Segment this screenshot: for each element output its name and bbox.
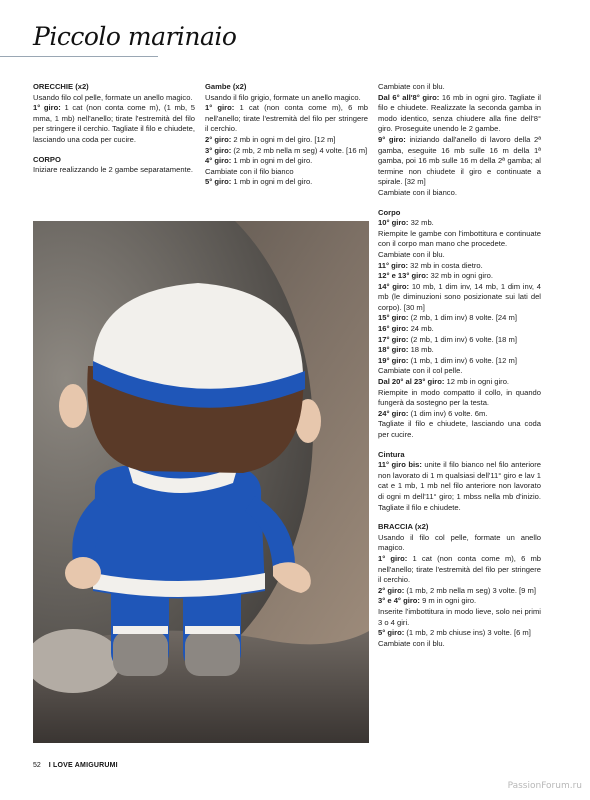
left-foot	[113, 631, 168, 676]
doll-illustration	[33, 221, 369, 743]
instruction-text: Riempite in modo compatto il collo, in quando fungerà da sostegno per la testa.	[378, 387, 541, 408]
section-heading-gambe: Gambe (x2)	[205, 82, 247, 91]
round-text: 32 mb in costa dietro.	[408, 260, 483, 270]
round-label: 14° giro:	[378, 281, 410, 291]
round-label: Dal 20° al 23° giro:	[378, 377, 445, 387]
round-text: 12 mb in ogni giro.	[444, 377, 510, 387]
round-label: 18° giro:	[378, 345, 409, 355]
instruction-text: Usando il filo col pelle, formate un anello magico.	[378, 532, 541, 553]
round-instruction	[378, 596, 541, 607]
round-label: 3° giro:	[205, 145, 232, 155]
round-instruction	[378, 261, 541, 272]
round-label: 16° giro:	[378, 324, 409, 334]
round-label: 3° e 4° giro:	[378, 596, 420, 606]
column-3	[378, 82, 541, 649]
right-leg-stripe	[185, 626, 240, 634]
round-text: 2 mb in ogni m del giro. [12 m]	[231, 134, 336, 144]
round-text: 16 mb in ogni giro. Tagliate il filo e chiudete. Realizzate la seconda gamba in modo identico, senza chiudere alla fine dell'8° giro. Proseguite unendo le 2 gambe.	[378, 92, 541, 134]
round-text: 32 mb in ogni giro.	[428, 271, 493, 281]
round-instruction	[378, 335, 541, 346]
instruction-text: Cambiate con il blu.	[378, 82, 445, 91]
round-label: 24° giro:	[378, 408, 409, 418]
round-label: 1° giro:	[378, 553, 408, 563]
magazine-name: I LOVE AMIGURUMI	[48, 762, 118, 769]
instruction-text: Cambiate con il col pelle.	[378, 366, 463, 376]
round-instruction	[378, 218, 541, 229]
title-underline	[0, 56, 158, 57]
round-text: 1 cat (non conta come m), (1 mb, 5 mma, 1 mb) nell'anello; tirate l'estremità del filo per stringere il cerchio. Tagliate il filo e chiudete, lasciando una coda per cucire.	[33, 103, 195, 144]
instruction-text: Cambiate con il bianco.	[378, 187, 457, 197]
round-text: 24 mb.	[408, 324, 434, 334]
round-label: 11° giro bis:	[378, 460, 422, 470]
round-instruction	[378, 313, 541, 324]
round-instruction	[205, 146, 368, 157]
round-instruction	[378, 409, 541, 420]
round-instruction	[378, 271, 541, 282]
round-instruction	[378, 135, 541, 188]
instruction-text: Cambiate con il blu.	[378, 638, 445, 648]
round-label: 1° giro:	[33, 103, 61, 113]
round-instruction	[205, 103, 368, 135]
round-text: 1 mb in ogni m del giro.	[231, 156, 313, 166]
watermark: PassionForum.ru	[507, 781, 582, 791]
round-text: 9 m in ogni giro.	[419, 596, 477, 606]
column-1	[33, 82, 195, 176]
round-instruction	[378, 324, 541, 335]
round-instruction	[378, 628, 541, 639]
round-text: 1 mb in ogni m del giro.	[231, 177, 313, 187]
round-label: 15° giro:	[378, 313, 409, 323]
round-instruction	[378, 356, 541, 367]
doll-photo	[33, 221, 369, 743]
instruction-text: Cambiate con il blu.	[378, 249, 445, 259]
left-hand	[65, 557, 101, 589]
round-instruction	[378, 93, 541, 135]
round-label: 10° giro:	[378, 218, 409, 228]
instruction-text: Inserite l'imbottitura in modo lieve, solo nei primi 3 o 4 giri.	[378, 606, 541, 627]
right-foot	[185, 631, 240, 676]
round-label: 5° giro:	[378, 628, 405, 638]
round-text: iniziando dall'anello di lavoro della 2ª gamba, eseguite 16 mb sulle 16 m della 1ª gamba, poi 16 mb sulle 16 m della 2ª gamba; al termine non chiudete il giro e continuate a spirale. [32 m]	[378, 134, 542, 187]
section-heading-corpo: Corpo	[378, 207, 401, 217]
round-label: 2° giro:	[205, 134, 232, 144]
section-heading-corpo: CORPO	[33, 154, 61, 164]
round-text: 1 cat (non conta come m), 6 mb nell'anello; tirate l'estremità del filo per stringere il cerchio.	[205, 103, 368, 134]
instruction-text: Cambiate con il filo bianco	[205, 166, 294, 176]
left-leg-stripe	[113, 626, 168, 634]
round-instruction	[33, 103, 195, 145]
instruction-text: Tagliate il filo e chiudete, lasciando una coda per cucire.	[378, 419, 541, 439]
page-number: 52	[33, 762, 41, 769]
round-label: 2° giro:	[378, 585, 405, 595]
round-text: 32 mb.	[408, 218, 434, 228]
round-label: 17° giro:	[378, 334, 409, 344]
round-text: (1 dim inv) 6 volte. 6m.	[408, 408, 488, 418]
section-heading-orecchie: ORECCHIE (x2)	[33, 82, 89, 91]
instruction-text: Usando filo col pelle, formate un anello magico.	[33, 92, 193, 102]
page-title: Piccolo marinaio	[33, 22, 237, 51]
round-text: 1 cat (non conta come m), 6 mb nell'anello; tirate l'estremità del filo per stringere il cerchio.	[378, 553, 541, 585]
round-instruction	[378, 345, 541, 356]
round-label: Dal 6° all'8° giro:	[378, 92, 440, 102]
round-text: (1 mb, 2 mb chiuse ins) 3 volte. [6 m]	[404, 628, 531, 638]
round-instruction	[378, 460, 541, 513]
round-instruction	[378, 586, 541, 597]
round-instruction	[205, 135, 368, 146]
round-label: 5° giro:	[205, 177, 232, 187]
section-heading-braccia: BRACCIA (x2)	[378, 522, 429, 532]
round-instruction	[378, 554, 541, 586]
column-2	[205, 82, 368, 188]
round-label: 1° giro:	[205, 103, 235, 113]
round-instruction	[205, 177, 368, 188]
page-footer	[33, 762, 118, 769]
round-label: 19° giro:	[378, 355, 409, 365]
round-label: 11° giro:	[378, 260, 409, 270]
instruction-text: Riempite le gambe con l'imbottitura e continuate con il corpo man mano che procedete.	[378, 228, 541, 249]
round-text: (1 mb, 2 mb nella m seg) 3 volte. [9 m]	[404, 585, 536, 595]
round-instruction	[205, 156, 368, 167]
round-label: 4° giro:	[205, 156, 232, 166]
round-label: 12° e 13° giro:	[378, 271, 429, 281]
instruction-text: Usando il filo grigio, formate un anello magico.	[205, 92, 361, 102]
round-instruction	[378, 282, 541, 314]
round-text: (2 mb, 1 dim inv) 8 volte. [24 m]	[408, 313, 517, 323]
round-text: (2 mb, 2 mb nella m seg) 4 volte. [16 m]	[231, 145, 368, 155]
section-heading-cintura: Cintura	[378, 449, 405, 459]
round-text: unite il filo bianco nel filo anteriore non lavorato di 1 m qualsiasi dell'11° giro e lav 1 cat e 1 mb, 1 mb nel filo anteriore non lavorato di ogni m dell'11° giro; 1 mbss nella mb d'inizio. Tagliate il filo e chiudete.	[378, 460, 541, 512]
round-text: (1 mb, 1 dim inv) 6 volte. [12 m]	[408, 355, 517, 365]
round-text: 18 mb.	[408, 345, 434, 355]
instruction-text: Iniziare realizzando le 2 gambe separatamente.	[33, 165, 193, 175]
round-text: (2 mb, 1 dim inv) 6 volte. [18 m]	[408, 334, 517, 344]
round-text: 10 mb, 1 dim inv, 14 mb, 1 dim inv, 4 mb (le diminuzioni sono posizionate sui lati del corpo). [30 m]	[378, 281, 541, 312]
round-instruction	[378, 377, 541, 388]
round-label: 9° giro:	[378, 134, 406, 144]
left-ear	[59, 384, 87, 428]
